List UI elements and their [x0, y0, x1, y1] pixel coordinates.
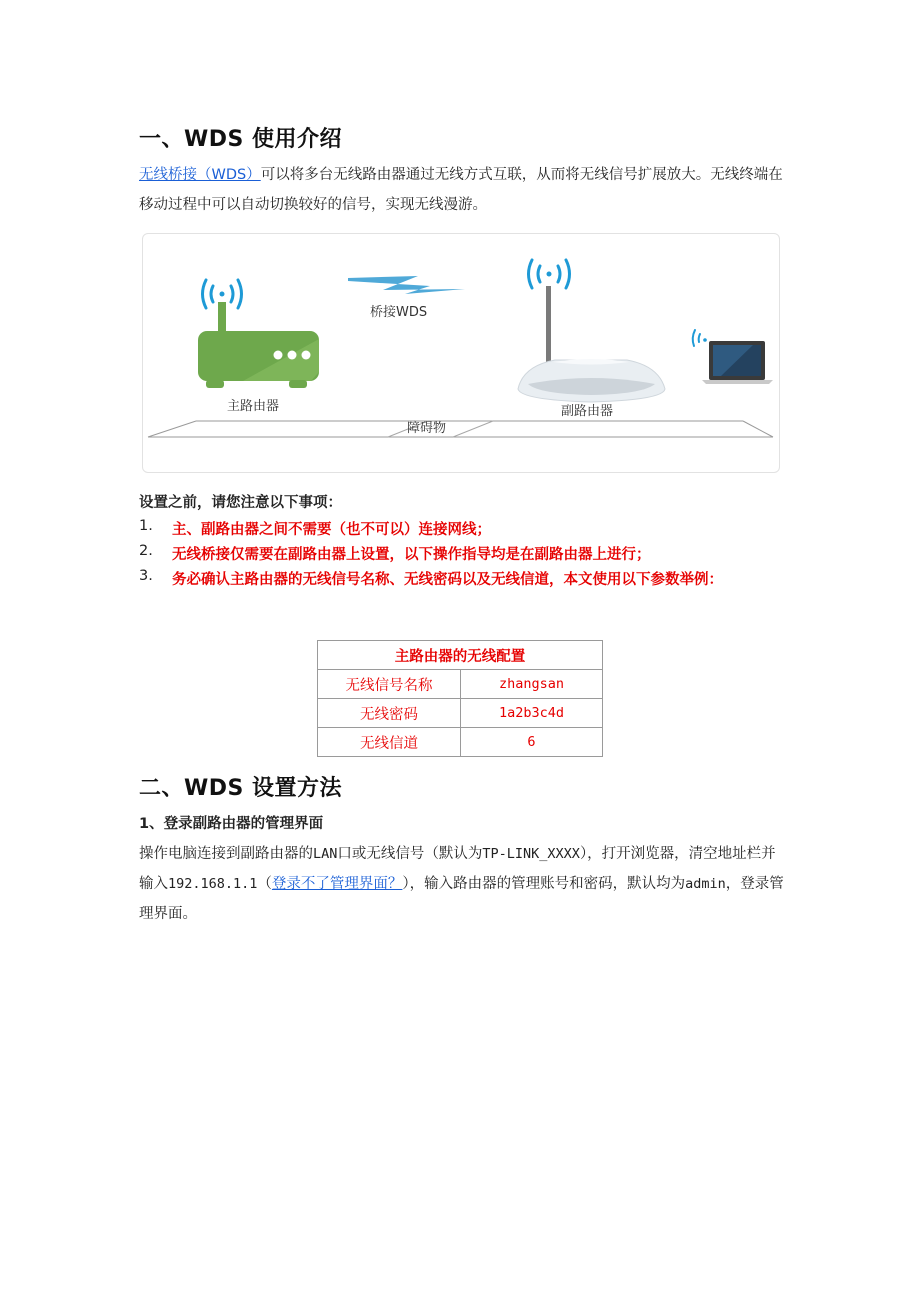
table-row	[318, 670, 603, 699]
router-ip: 192.168.1.1	[168, 876, 258, 892]
step1-text: ），输入路由器的管理账号和密码，默认均为	[402, 876, 686, 892]
default-credential: admin	[685, 876, 726, 892]
bridge-bolt-icon	[348, 276, 465, 294]
login-help-link[interactable]: 登录不了管理界面？	[271, 876, 403, 892]
table-label-cell: 无线信道	[318, 728, 461, 757]
table-value-cell: zhangsan	[461, 670, 603, 699]
main-wifi-icon	[194, 274, 242, 314]
wds-link[interactable]: 无线桥接（WDS）	[139, 167, 261, 183]
intro-text: 可以将多台无线路由器通过无线方式互联，从而将无线信号扩展放大。无线终端在移动过程中可以自动切换较好的信号，实现无线漫游。	[139, 167, 783, 213]
table-row	[318, 699, 603, 728]
table-title: 主路由器的无线配置	[318, 641, 603, 670]
notes-title: 设置之前，请您注意以下事项：	[139, 495, 342, 511]
obstacle-label: 障碍物	[407, 421, 447, 436]
lan-term: LAN	[313, 846, 338, 862]
table-value-cell: 1a2b3c4d	[461, 699, 603, 728]
step1-text: （	[257, 876, 272, 892]
main-router-icon	[198, 302, 319, 388]
step1-text: ，登录管理界面。	[139, 876, 784, 922]
table-label-cell: 无线信号名称	[318, 670, 461, 699]
sub-router-label: 副路由器	[561, 404, 614, 419]
wds-diagram	[142, 233, 780, 473]
table-row	[318, 728, 603, 757]
note-text: 无线桥接仅需要在副路由器上设置，以下操作指导均是在副路由器上进行；	[172, 547, 651, 563]
step1-text: ），打开浏览器，清空地址栏并输入	[139, 846, 776, 892]
note-number: 2.	[139, 543, 153, 559]
wds-diagram-graphic	[143, 234, 779, 472]
laptop-wifi-icon	[693, 330, 707, 346]
bridge-label: 桥接WDS	[370, 305, 428, 320]
laptop-icon	[702, 341, 773, 384]
step1-paragraph	[139, 839, 784, 929]
sub-wifi-icon	[529, 260, 570, 288]
main-router-config-table	[317, 640, 603, 757]
section1-title: 一、WDS 使用介绍	[139, 127, 343, 152]
table-header-row	[318, 641, 603, 670]
intro-paragraph	[139, 160, 784, 220]
note-text: 主、副路由器之间不需要（也不可以）连接网线；	[172, 522, 491, 538]
section2-title: 二、WDS 设置方法	[139, 776, 343, 801]
floor-lines	[148, 421, 773, 437]
table-value-cell: 6	[461, 728, 603, 757]
step1-text: 口或无线信号（默认为	[337, 846, 483, 862]
default-ssid: TP-LINK_XXXX	[482, 846, 580, 862]
table-label-cell: 无线密码	[318, 699, 461, 728]
note-number: 3.	[139, 568, 153, 584]
note-text: 务必确认主路由器的无线信号名称、无线密码以及无线信道，本文使用以下参数举例：	[172, 572, 723, 588]
step1-text: 操作电脑连接到副路由器的	[139, 846, 313, 862]
step1-title: 1、登录副路由器的管理界面	[139, 816, 324, 832]
sub-router-icon	[518, 286, 665, 402]
note-number: 1.	[139, 518, 153, 534]
main-router-label: 主路由器	[227, 399, 280, 414]
